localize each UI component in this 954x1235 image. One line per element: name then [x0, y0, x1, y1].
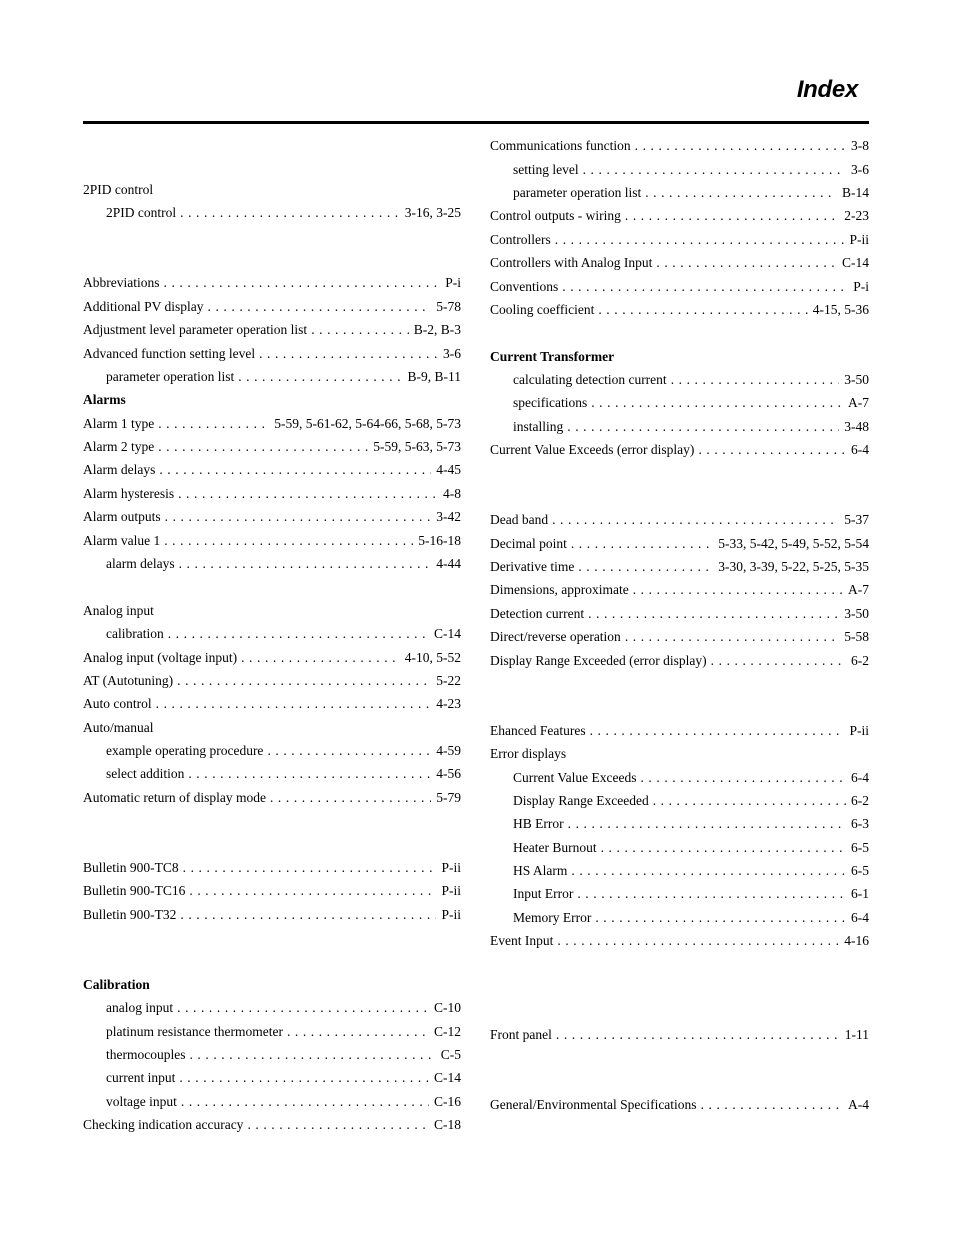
dot-leader	[174, 484, 438, 504]
index-entry-pages: B-2, B-3	[413, 322, 461, 337]
index-entry-label: Auto control	[83, 696, 152, 711]
dot-leader	[629, 580, 843, 600]
index-entry	[83, 905, 461, 925]
index-entry-label: select addition	[106, 766, 185, 781]
index-entry-pages: 6-2	[851, 653, 869, 668]
dot-leader	[649, 791, 846, 811]
index-entry-label: installing	[513, 419, 564, 434]
index-entry-pages: 4-16	[844, 933, 869, 948]
index-entry-pages: 3-48	[844, 419, 869, 434]
index-entry-pages: 6-1	[851, 886, 869, 901]
index-entry-label: example operating procedure	[106, 743, 264, 758]
index-entry-pages: C-14	[842, 255, 869, 270]
index-entry	[83, 367, 461, 387]
index-entry	[83, 437, 461, 457]
index-entry-pages: 6-5	[851, 840, 869, 855]
index-entry	[83, 1092, 461, 1112]
index-entry	[490, 884, 869, 904]
dot-leader	[185, 881, 436, 901]
index-entry-label: Bulletin 900-TC8	[83, 860, 179, 875]
index-entry	[83, 203, 461, 223]
dot-leader	[204, 297, 432, 317]
index-entry-label: General/Environmental Specifications	[490, 1097, 697, 1112]
index-entry-pages: C-14	[434, 1070, 461, 1085]
dot-leader	[263, 741, 431, 761]
index-entry-pages: 3-50	[844, 606, 869, 621]
index-entry-pages: 3-6	[443, 346, 461, 361]
index-entry-pages: P-ii	[441, 860, 461, 875]
index-entry-label: Decimal point	[490, 536, 567, 551]
dot-leader	[579, 160, 846, 180]
index-entry-pages: 4-8	[443, 486, 461, 501]
dot-leader	[266, 788, 431, 808]
index-entry	[83, 554, 461, 574]
index-entry-label: Current Value Exceeds (error display)	[490, 442, 695, 457]
index-entry-pages: 6-4	[851, 442, 869, 457]
index-entry-pages: B-9, B-11	[407, 369, 461, 384]
dot-leader	[621, 627, 839, 647]
index-entry-label: Automatic return of display mode	[83, 790, 266, 805]
index-entry	[83, 998, 461, 1018]
index-entry-pages: 4-45	[436, 462, 461, 477]
dot-leader	[175, 1068, 429, 1088]
index-entry-label: Input Error	[513, 886, 574, 901]
index-entry-label: Advanced function setting level	[83, 346, 256, 361]
index-entry	[490, 510, 869, 530]
dot-leader	[176, 203, 400, 223]
index-entry	[490, 417, 869, 437]
index-entry-pages: 4-10, 5-52	[404, 650, 461, 665]
dot-leader	[307, 320, 409, 340]
index-entry-pages: 5-37	[844, 512, 869, 527]
index-entry	[83, 694, 461, 714]
dot-leader	[553, 931, 839, 951]
dot-leader	[564, 814, 846, 834]
dot-leader	[237, 648, 400, 668]
index-entry	[83, 624, 461, 644]
index-entry	[83, 975, 461, 995]
index-entry-label: Error displays	[490, 746, 567, 761]
dot-leader	[563, 417, 839, 437]
index-entry	[83, 1068, 461, 1088]
index-entry-label: voltage input	[106, 1094, 177, 1109]
dot-leader	[161, 507, 432, 527]
index-entry	[83, 671, 461, 691]
dot-leader	[707, 651, 846, 671]
dot-leader	[160, 531, 413, 551]
index-entry	[490, 230, 869, 250]
index-entry-label: Ehanced Features	[490, 723, 586, 738]
index-entry-pages: C-14	[434, 626, 461, 641]
index-entry	[83, 180, 461, 200]
index-entry-pages: 3-50	[844, 372, 869, 387]
dot-leader	[164, 624, 429, 644]
index-entry-pages: B-14	[842, 185, 869, 200]
index-entry-label: Front panel	[490, 1027, 552, 1042]
dot-leader	[573, 884, 846, 904]
dot-leader	[154, 414, 269, 434]
index-entry-pages: 1-11	[844, 1027, 869, 1042]
index-entry	[83, 320, 461, 340]
index-entry	[490, 768, 869, 788]
index-entry	[490, 814, 869, 834]
dot-leader	[652, 253, 837, 273]
index-entry-pages: 4-56	[436, 766, 461, 781]
header-rule	[83, 121, 869, 124]
index-entry-label: Cooling coefficient	[490, 302, 595, 317]
index-entry-label: Alarm 1 type	[83, 416, 155, 431]
index-entry	[83, 531, 461, 551]
index-entry	[83, 460, 461, 480]
dot-leader	[584, 604, 839, 624]
index-entry	[490, 300, 869, 320]
dot-leader	[234, 367, 402, 387]
index-entry	[490, 627, 869, 647]
index-entry-pages: 5-79	[436, 790, 461, 805]
index-entry-label: Bulletin 900-TC16	[83, 883, 186, 898]
index-entry-label: Adjustment level parameter operation list	[83, 322, 308, 337]
index-entry	[490, 1095, 869, 1115]
dot-leader	[173, 998, 429, 1018]
dot-leader	[694, 440, 846, 460]
index-entry-label: Derivative time	[490, 559, 575, 574]
index-entry-pages: 3-30, 3-39, 5-22, 5-25, 5-35	[718, 559, 869, 574]
index-entry-pages: C-18	[434, 1117, 461, 1132]
dot-leader	[255, 344, 438, 364]
index-entry-label: specifications	[513, 395, 588, 410]
index-entry	[490, 908, 869, 928]
index-entry-label: Direct/reverse operation	[490, 629, 621, 644]
index-entry-label: Bulletin 900-T32	[83, 907, 177, 922]
index-entry-label: Auto/manual	[83, 720, 154, 735]
index-entry-label: Communications function	[490, 138, 631, 153]
index-entry	[490, 651, 869, 671]
index-entry-pages: C-12	[434, 1024, 461, 1039]
index-entry	[83, 484, 461, 504]
index-entry-pages: A-4	[848, 1097, 869, 1112]
index-entry-pages: 3-16, 3-25	[404, 205, 461, 220]
dot-leader	[552, 1025, 840, 1045]
index-entry-pages: C-16	[434, 1094, 461, 1109]
index-entry-label: Conventions	[490, 279, 559, 294]
dot-leader	[567, 861, 846, 881]
index-entry	[490, 557, 869, 577]
index-entry-label: current input	[106, 1070, 176, 1085]
index-entry	[490, 277, 869, 297]
index-entry-label: Calibration	[83, 977, 150, 992]
index-entry-pages: 5-78	[436, 299, 461, 314]
dot-leader	[667, 370, 840, 390]
dot-leader	[160, 273, 441, 293]
index-entry-label: Checking indication accuracy	[83, 1117, 244, 1132]
index-entry	[83, 741, 461, 761]
index-entry-label: 2PID control	[83, 182, 154, 197]
dot-leader	[631, 136, 846, 156]
index-entry-label: analog input	[106, 1000, 174, 1015]
index-entry-label: Abbreviations	[83, 275, 160, 290]
dot-leader	[152, 694, 432, 714]
index-entry	[83, 648, 461, 668]
index-entry-label: Additional PV display	[83, 299, 204, 314]
index-entry	[490, 183, 869, 203]
index-entry-label: Detection current	[490, 606, 585, 621]
dot-leader	[574, 557, 713, 577]
index-entry-pages: 5-59, 5-63, 5-73	[373, 439, 461, 454]
dot-leader	[175, 554, 432, 574]
index-entry-pages: P-ii	[441, 907, 461, 922]
index-entry	[83, 718, 461, 738]
index-entry-pages: 4-23	[436, 696, 461, 711]
index-entry	[83, 297, 461, 317]
index-entry-pages: 3-8	[851, 138, 869, 153]
index-entry	[490, 440, 869, 460]
index-entry	[490, 791, 869, 811]
index-entry	[83, 1115, 461, 1135]
index-entry	[490, 721, 869, 741]
index-entry	[490, 838, 869, 858]
dot-leader	[184, 764, 431, 784]
index-entry-label: Memory Error	[513, 910, 592, 925]
index-entry-label: Dead band	[490, 512, 549, 527]
index-entry-pages: 3-6	[851, 162, 869, 177]
index-entry	[490, 347, 869, 367]
dot-leader	[283, 1022, 429, 1042]
dot-leader	[636, 768, 846, 788]
index-entry-label: AT (Autotuning)	[83, 673, 174, 688]
index-entry-pages: C-10	[434, 1000, 461, 1015]
dot-leader	[587, 393, 843, 413]
dot-leader	[597, 838, 846, 858]
dot-leader	[185, 1045, 435, 1065]
index-entry-pages: C-5	[440, 1047, 461, 1062]
index-entry	[83, 601, 461, 621]
index-entry	[83, 414, 461, 434]
dot-leader	[621, 206, 839, 226]
index-entry	[490, 136, 869, 156]
index-entry	[490, 931, 869, 951]
index-entry-pages: P-ii	[441, 883, 461, 898]
index-entry	[490, 861, 869, 881]
dot-leader	[641, 183, 837, 203]
index-entry-label: parameter operation list	[513, 185, 642, 200]
dot-leader	[154, 437, 368, 457]
index-entry	[490, 370, 869, 390]
index-entry-label: Control outputs - wiring	[490, 208, 621, 223]
index-entry	[83, 881, 461, 901]
dot-leader	[179, 858, 437, 878]
index-entry	[490, 206, 869, 226]
index-entry	[490, 1025, 869, 1045]
index-entry-pages: 3-42	[436, 509, 461, 524]
dot-leader	[567, 534, 713, 554]
index-entry	[83, 344, 461, 364]
index-entry-pages: 4-15, 5-36	[812, 302, 869, 317]
index-entry-label: parameter operation list	[106, 369, 235, 384]
dot-leader	[176, 905, 436, 925]
dot-leader	[558, 277, 848, 297]
index-entry-pages: 6-2	[851, 793, 869, 808]
index-entry-pages: P-ii	[849, 232, 869, 247]
index-entry-label: Event Input	[490, 933, 554, 948]
index-entry-pages: 6-4	[851, 770, 869, 785]
index-entry-label: Alarm outputs	[83, 509, 161, 524]
index-entry-label: Alarm delays	[83, 462, 156, 477]
index-entry-label: calibration	[106, 626, 164, 641]
dot-leader	[173, 671, 431, 691]
index-entry-label: Alarm hysteresis	[83, 486, 175, 501]
index-entry	[83, 273, 461, 293]
index-entry-pages: 2-23	[844, 208, 869, 223]
dot-leader	[155, 460, 431, 480]
index-entry-label: alarm delays	[106, 556, 175, 571]
index-entry-label: setting level	[513, 162, 579, 177]
index-entry-pages: P-i	[853, 279, 869, 294]
index-entry-label: Alarm value 1	[83, 533, 161, 548]
index-entry-label: Display Range Exceeded	[513, 793, 649, 808]
index-entry-label: thermocouples	[106, 1047, 186, 1062]
index-entry-pages: 5-58	[844, 629, 869, 644]
index-entry	[83, 1022, 461, 1042]
index-entry	[83, 1045, 461, 1065]
page-title: Index	[796, 76, 858, 103]
index-entry-pages: 5-16-18	[418, 533, 461, 548]
index-entry-label: HB Error	[513, 816, 564, 831]
index-entry-label: Current Transformer	[490, 349, 615, 364]
dot-leader	[591, 908, 846, 928]
index-entry-pages: A-7	[848, 395, 869, 410]
dot-leader	[594, 300, 807, 320]
dot-leader	[697, 1095, 843, 1115]
index-entry-pages: 5-22	[436, 673, 461, 688]
index-entry-label: platinum resistance thermometer	[106, 1024, 283, 1039]
dot-leader	[551, 230, 845, 250]
index-entry	[83, 788, 461, 808]
index-entry	[490, 160, 869, 180]
index-entry-label: Analog input	[83, 603, 154, 618]
index-entry	[490, 393, 869, 413]
index-entry	[490, 580, 869, 600]
index-entry-pages: 6-4	[851, 910, 869, 925]
index-entry-label: Controllers	[490, 232, 551, 247]
index-entry-label: Display Range Exceeded (error display)	[490, 653, 707, 668]
index-entry-pages: 6-5	[851, 863, 869, 878]
index-entry	[83, 507, 461, 527]
index-entry-label: Dimensions, approximate	[490, 582, 629, 597]
index-entry	[83, 764, 461, 784]
index-entry	[490, 534, 869, 554]
index-entry-pages: 6-3	[851, 816, 869, 831]
index-entry-label: Alarms	[83, 392, 126, 407]
index-entry-label: Current Value Exceeds	[513, 770, 637, 785]
index-entry-label: Analog input (voltage input)	[83, 650, 238, 665]
index-entry	[83, 858, 461, 878]
index-entry-pages: 4-44	[436, 556, 461, 571]
index-entry-pages: 4-59	[436, 743, 461, 758]
dot-leader	[586, 721, 845, 741]
index-entry-label: Alarm 2 type	[83, 439, 155, 454]
index-entry-label: calculating detection current	[513, 372, 667, 387]
index-entry-pages: 5-33, 5-42, 5-49, 5-52, 5-54	[718, 536, 869, 551]
index-entry-pages: A-7	[848, 582, 869, 597]
index-entry-label: Controllers with Analog Input	[490, 255, 653, 270]
dot-leader	[548, 510, 839, 530]
index-entry	[490, 604, 869, 624]
dot-leader	[177, 1092, 429, 1112]
index-entry	[490, 744, 869, 764]
index-entry-label: 2PID control	[106, 205, 177, 220]
index-entry-label: Heater Burnout	[513, 840, 597, 855]
index-entry-label: HS Alarm	[513, 863, 568, 878]
index-entry	[83, 390, 461, 410]
index-entry-pages: P-i	[445, 275, 461, 290]
index-entry	[490, 253, 869, 273]
index-entry-pages: P-ii	[849, 723, 869, 738]
dot-leader	[243, 1115, 429, 1135]
index-entry-pages: 5-59, 5-61-62, 5-64-66, 5-68, 5-73	[274, 416, 461, 431]
